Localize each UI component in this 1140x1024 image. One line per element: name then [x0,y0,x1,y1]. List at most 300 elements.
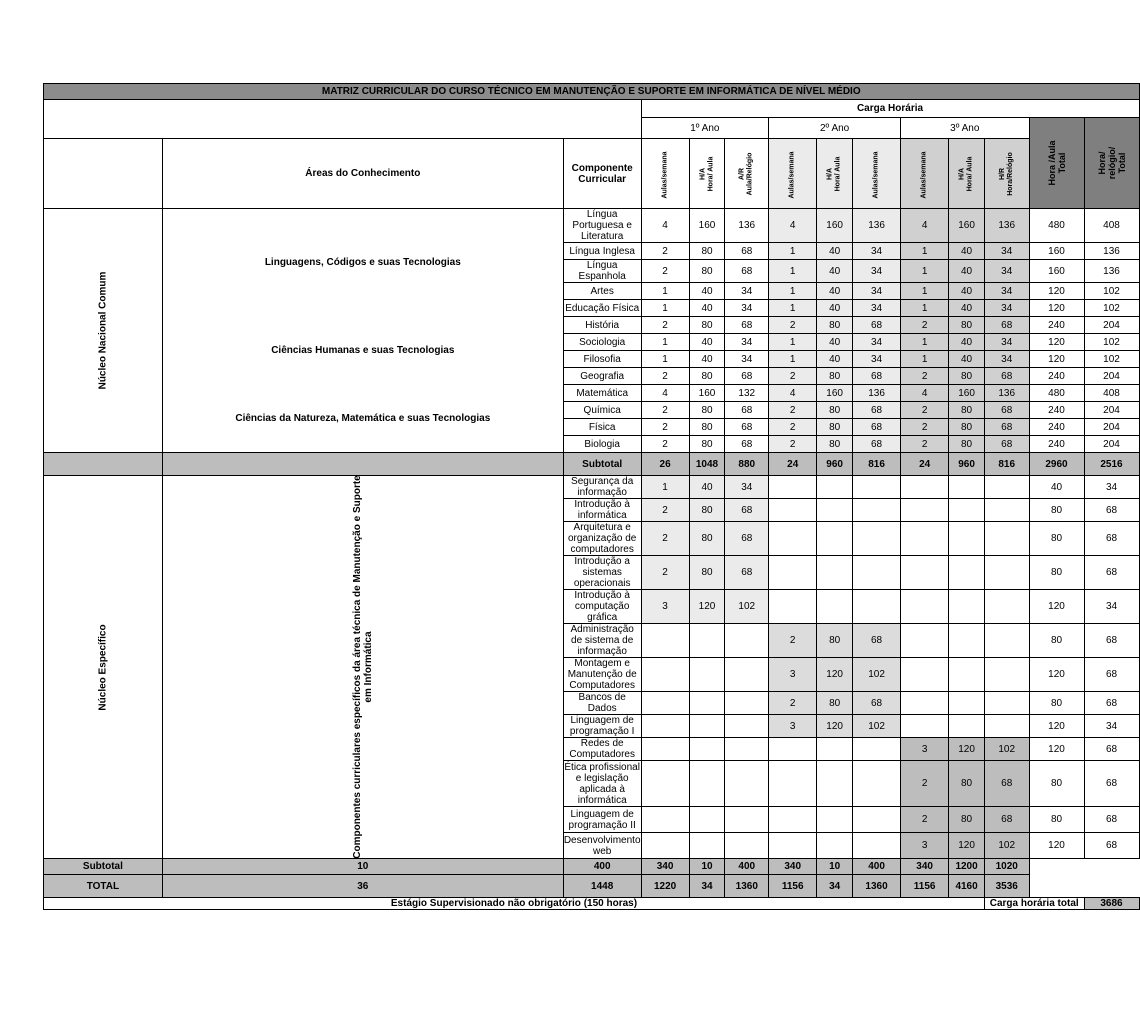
area-natureza: Ciências da Natureza, Matemática e suas Tecnologias [162,385,563,453]
table-cell: 120 [949,833,985,859]
table-cell [984,658,1029,692]
table-cell: 40 [949,260,985,283]
table-cell: 120 [1029,658,1084,692]
table-cell: 2 [769,419,817,436]
table-cell [817,556,853,590]
table-cell [853,522,901,556]
y1-ar-header: A/R Aula/Relógio [725,139,769,209]
table-cell: 2 [769,402,817,419]
table-cell: 1 [901,334,949,351]
estagio-note: Estágio Supervisionado não obrigatório (150 horas) [44,898,985,910]
table-cell [949,658,985,692]
table-cell [641,833,689,859]
table-cell: 240 [1029,419,1084,436]
total-label: TOTAL [44,875,163,898]
table-cell: 68 [725,499,769,522]
table-cell [817,590,853,624]
carga-total-label: Carga horária total [984,898,1084,910]
componente-name: Arquitetura e organização de computadores [563,522,641,556]
table-cell: 2 [901,807,949,833]
table-cell: 40 [949,351,985,368]
table-cell: 120 [1029,334,1084,351]
table-cell: 34 [725,351,769,368]
y1-ha-header: H/A Hora/ Aula [689,139,725,209]
subtotal-especifico-row: Subtotal 10 400 340 10 400 340 10 400 340 1200 1020 [44,859,1140,875]
table-cell: 240 [1029,368,1084,385]
table-cell: 1 [641,334,689,351]
table-cell [901,522,949,556]
table-cell [769,807,817,833]
area-linguagens: Linguagens, Códigos e suas Tecnologias [162,209,563,317]
subtotal-label: Subtotal [563,453,641,476]
table-cell [853,807,901,833]
table-cell: 40 [689,300,725,317]
table-cell [689,807,725,833]
table-cell [769,761,817,807]
nucleo-especifico-label: Núcleo Específico [44,476,163,859]
table-cell [769,499,817,522]
y2-aulas2-header: Aulas/semana [853,139,901,209]
componente-name: Física [563,419,641,436]
table-cell [853,590,901,624]
total-row: TOTAL 36 1448 1220 34 1360 1156 34 1360 1156 4160 3536 [44,875,1140,898]
table-cell: 34 [1084,590,1139,624]
table-cell: 80 [817,419,853,436]
table-cell [949,476,985,499]
table-cell: 136 [1084,243,1139,260]
table-cell: 204 [1084,368,1139,385]
table-cell: 80 [949,419,985,436]
table-cell: 3 [901,738,949,761]
table-cell: 68 [1084,761,1139,807]
table-cell [984,715,1029,738]
hora-relogio-total-header: Hora/ relógio/ Total [1084,118,1139,209]
table-cell [689,761,725,807]
table-cell: 34 [725,476,769,499]
table-cell: 2 [901,368,949,385]
table-cell: 2 [769,436,817,453]
table-cell: 80 [1029,522,1084,556]
table-cell: 34 [853,243,901,260]
table-cell: 68 [1084,807,1139,833]
table-cell: 68 [853,419,901,436]
table-cell: 1 [769,283,817,300]
table-cell: 40 [817,351,853,368]
table-cell [817,761,853,807]
table-cell [769,833,817,859]
table-cell: 80 [689,499,725,522]
componente-name: Geografia [563,368,641,385]
componente-name: Matemática [563,385,641,402]
table-cell: 40 [689,351,725,368]
table-cell: 120 [689,590,725,624]
table-cell: 136 [1084,260,1139,283]
year-1-header: 1º Ano [641,118,769,139]
table-cell [641,692,689,715]
table-cell [725,807,769,833]
table-cell: 80 [689,556,725,590]
table-cell [817,807,853,833]
table-cell: 2 [901,436,949,453]
componente-name: Ética profissional e legislação aplicada à informática [564,761,640,806]
componente-name: Linguagem de programação I [563,715,641,738]
table-cell: 3 [641,590,689,624]
matrix-title: MATRIZ CURRICULAR DO CURSO TÉCNICO EM MANUTENÇÃO E SUPORTE EM INFORMÁTICA DE NÍVEL MÉDIO [44,84,1140,100]
table-cell [689,692,725,715]
table-cell: 68 [725,419,769,436]
table-row [44,476,1140,499]
table-cell: 2 [769,624,817,658]
table-cell [769,556,817,590]
table-cell [901,624,949,658]
table-cell: 68 [725,243,769,260]
table-cell: 102 [984,833,1029,859]
subtotal-comum-row: Subtotal 26 1048 880 24 960 816 24 960 816 2960 2516 [44,453,1140,476]
table-cell: 68 [984,436,1029,453]
table-cell: 68 [725,436,769,453]
table-cell: 40 [949,334,985,351]
table-cell: 160 [1029,260,1084,283]
table-cell: 1 [769,334,817,351]
table-cell: 102 [1084,300,1139,317]
table-cell: 68 [853,692,901,715]
table-cell: 80 [949,436,985,453]
table-cell: 80 [817,317,853,334]
table-cell: 4 [769,385,817,402]
table-cell: 480 [1029,209,1084,243]
y3-ha-header: H/A Hora/ Aula [949,139,985,209]
table-cell: 40 [949,283,985,300]
table-cell: 4 [641,209,689,243]
table-cell: 68 [984,317,1029,334]
curriculum-table [43,83,1140,910]
table-cell [984,556,1029,590]
table-cell: 34 [853,351,901,368]
table-cell: 80 [949,761,985,807]
table-cell: 1 [769,351,817,368]
table-cell [641,715,689,738]
componente-name: Introdução à informática [563,499,641,522]
nucleo-comum-label: Núcleo Nacional Comum [44,209,163,453]
componente-name: Bancos de Dados [563,692,641,715]
table-cell: 80 [689,317,725,334]
table-cell: 1 [641,300,689,317]
table-cell: 120 [817,658,853,692]
table-cell: 80 [817,368,853,385]
table-cell [817,738,853,761]
table-cell [725,738,769,761]
table-cell: 40 [689,476,725,499]
componente-name: Língua Inglesa [563,243,641,260]
componente-header: Componente Curricular [563,139,641,209]
table-cell [817,522,853,556]
table-cell: 120 [1029,283,1084,300]
table-cell [817,476,853,499]
table-cell: 2 [901,761,949,807]
table-cell: 34 [1084,476,1139,499]
table-cell [984,692,1029,715]
y2-aulas-header: Aulas/semana [769,139,817,209]
table-cell: 2 [641,499,689,522]
table-cell [689,833,725,859]
table-cell: 34 [853,334,901,351]
table-cell: 4 [901,209,949,243]
componente-name: Língua Portuguesa e Literatura [563,209,641,243]
table-cell: 80 [817,692,853,715]
componente-name: Linguagem de programação II [563,807,641,833]
table-cell: 204 [1084,402,1139,419]
table-cell: 34 [853,260,901,283]
table-cell: 80 [1029,624,1084,658]
table-cell: 102 [984,738,1029,761]
table-cell: 204 [1084,317,1139,334]
table-cell [641,658,689,692]
table-cell: 136 [725,209,769,243]
table-cell: 4 [641,385,689,402]
table-cell: 1 [901,260,949,283]
table-cell [769,738,817,761]
table-cell [901,590,949,624]
table-cell: 68 [725,402,769,419]
table-cell [641,624,689,658]
table-cell: 34 [984,300,1029,317]
table-cell: 68 [984,368,1029,385]
table-cell [901,476,949,499]
table-cell [853,761,901,807]
table-cell: 1 [769,243,817,260]
table-cell: 408 [1084,209,1139,243]
table-cell [901,499,949,522]
table-cell [725,658,769,692]
table-cell [901,658,949,692]
table-cell: 80 [1029,499,1084,522]
table-cell [725,692,769,715]
table-cell: 34 [984,334,1029,351]
table-cell: 4 [901,385,949,402]
table-row [44,385,1140,402]
table-cell [853,833,901,859]
table-cell: 68 [853,402,901,419]
table-cell [949,522,985,556]
table-cell: 40 [817,243,853,260]
table-cell [949,715,985,738]
table-cell: 68 [1084,522,1139,556]
componente-name: Introdução à computação gráfica [563,590,641,624]
componente-name: Educação Física [563,300,641,317]
table-cell: 68 [725,260,769,283]
table-cell: 102 [853,658,901,692]
table-cell: 34 [725,283,769,300]
table-cell: 68 [1084,692,1139,715]
table-cell: 68 [1084,833,1139,859]
table-cell [641,738,689,761]
table-cell: 2 [901,402,949,419]
table-cell: 160 [689,385,725,402]
table-cell: 34 [984,283,1029,300]
table-cell: 68 [725,522,769,556]
table-cell [853,738,901,761]
table-cell [725,761,769,807]
nucleo-especifico-section [44,476,1140,859]
table-cell: 34 [853,300,901,317]
table-cell: 160 [689,209,725,243]
table-cell [984,590,1029,624]
table-cell: 34 [984,351,1029,368]
table-cell: 2 [641,317,689,334]
carga-horaria-header: Carga Horária [641,100,1139,118]
table-cell: 1 [769,300,817,317]
table-cell: 1 [641,476,689,499]
table-cell: 204 [1084,419,1139,436]
table-cell: 40 [689,283,725,300]
table-cell: 2 [641,556,689,590]
table-cell [949,499,985,522]
table-cell [817,499,853,522]
table-cell: 2 [901,419,949,436]
table-cell: 80 [689,402,725,419]
componente-name: Filosofia [563,351,641,368]
table-cell [853,476,901,499]
table-cell: 136 [853,209,901,243]
table-cell: 1 [901,283,949,300]
table-cell: 2 [641,522,689,556]
table-cell [769,522,817,556]
table-cell: 4 [769,209,817,243]
table-cell [984,499,1029,522]
nucleo-comum-section [44,209,1140,453]
componente-name: Sociologia [563,334,641,351]
table-cell [901,692,949,715]
table-cell: 80 [949,807,985,833]
table-cell: 34 [725,334,769,351]
nucleo-header-blank [44,139,163,209]
componente-name: Introdução a sistemas operacionais [563,556,641,590]
y1-aulas-header: Aulas/semana [641,139,689,209]
componente-name: Língua Espanhola [563,260,641,283]
table-cell: 80 [1029,692,1084,715]
table-row [44,317,1140,334]
header-blank [44,100,642,139]
table-cell: 80 [689,368,725,385]
table-cell: 40 [689,334,725,351]
table-cell: 68 [1084,624,1139,658]
table-cell: 40 [949,300,985,317]
table-cell: 2 [641,402,689,419]
table-cell: 1 [901,300,949,317]
componente-name: Segurança da informação [563,476,641,499]
table-cell: 34 [725,300,769,317]
table-cell [689,738,725,761]
area-humanas: Ciências Humanas e suas Tecnologias [162,317,563,385]
table-cell: 102 [1084,334,1139,351]
table-cell: 2 [769,317,817,334]
table-cell: 3 [769,658,817,692]
table-cell: 120 [817,715,853,738]
table-cell: 34 [853,283,901,300]
table-cell: 2 [641,260,689,283]
table-cell: 68 [853,368,901,385]
table-cell: 80 [949,368,985,385]
table-cell: 120 [1029,351,1084,368]
table-cell: 80 [1029,761,1084,807]
table-cell: 80 [689,419,725,436]
table-cell [949,556,985,590]
table-cell: 68 [1084,738,1139,761]
table-cell: 80 [1029,807,1084,833]
table-cell [853,556,901,590]
table-cell: 102 [1084,351,1139,368]
componente-name: Artes [563,283,641,300]
componente-name: Montagem e Manutenção de Computadores [563,658,641,692]
table-cell: 160 [1029,243,1084,260]
y3-hr-header: H/R Hora/Relógio [984,139,1029,209]
table-cell [689,658,725,692]
year-3-header: 3º Ano [901,118,1029,139]
table-cell: 40 [817,260,853,283]
table-cell: 2 [641,243,689,260]
table-cell: 68 [853,317,901,334]
componentes-especificos-label: Componentes curriculares específicos da área técnica de Manutenção e Suporte em Informática [162,476,563,859]
table-cell: 80 [817,436,853,453]
table-cell: 68 [984,807,1029,833]
table-cell [725,624,769,658]
carga-total-value: 3686 [1084,898,1139,910]
table-cell [984,476,1029,499]
table-cell: 120 [949,738,985,761]
table-cell: 160 [949,385,985,402]
table-cell [949,624,985,658]
table-cell: 68 [853,436,901,453]
table-cell: 80 [689,436,725,453]
table-cell: 34 [1084,715,1139,738]
footer-row [44,898,1140,910]
table-cell: 2 [901,317,949,334]
table-cell [949,590,985,624]
table-cell: 3 [769,715,817,738]
table-cell [769,476,817,499]
table-cell: 102 [853,715,901,738]
table-cell [853,499,901,522]
table-cell: 160 [817,385,853,402]
table-cell: 80 [949,402,985,419]
table-cell: 2 [641,436,689,453]
componente-name: Administração de sistema de informação [563,624,641,658]
y3-aulas-header: Aulas/semana [901,139,949,209]
table-cell: 240 [1029,436,1084,453]
table-cell: 80 [817,402,853,419]
table-cell: 80 [1029,556,1084,590]
table-cell: 1 [901,351,949,368]
table-cell: 160 [817,209,853,243]
table-cell: 68 [725,368,769,385]
table-cell [901,556,949,590]
table-cell: 1 [641,351,689,368]
table-cell: 80 [689,522,725,556]
hora-aula-total-header: Hora /Aula Total [1029,118,1084,209]
table-cell [725,833,769,859]
table-cell: 40 [817,300,853,317]
table-cell: 120 [1029,300,1084,317]
table-row [44,209,1140,243]
table-cell: 120 [1029,590,1084,624]
table-cell: 120 [1029,715,1084,738]
table-cell: 3 [901,833,949,859]
table-cell: 120 [1029,833,1084,859]
table-cell: 80 [689,260,725,283]
table-cell [817,833,853,859]
table-cell [641,761,689,807]
table-cell: 136 [984,385,1029,402]
